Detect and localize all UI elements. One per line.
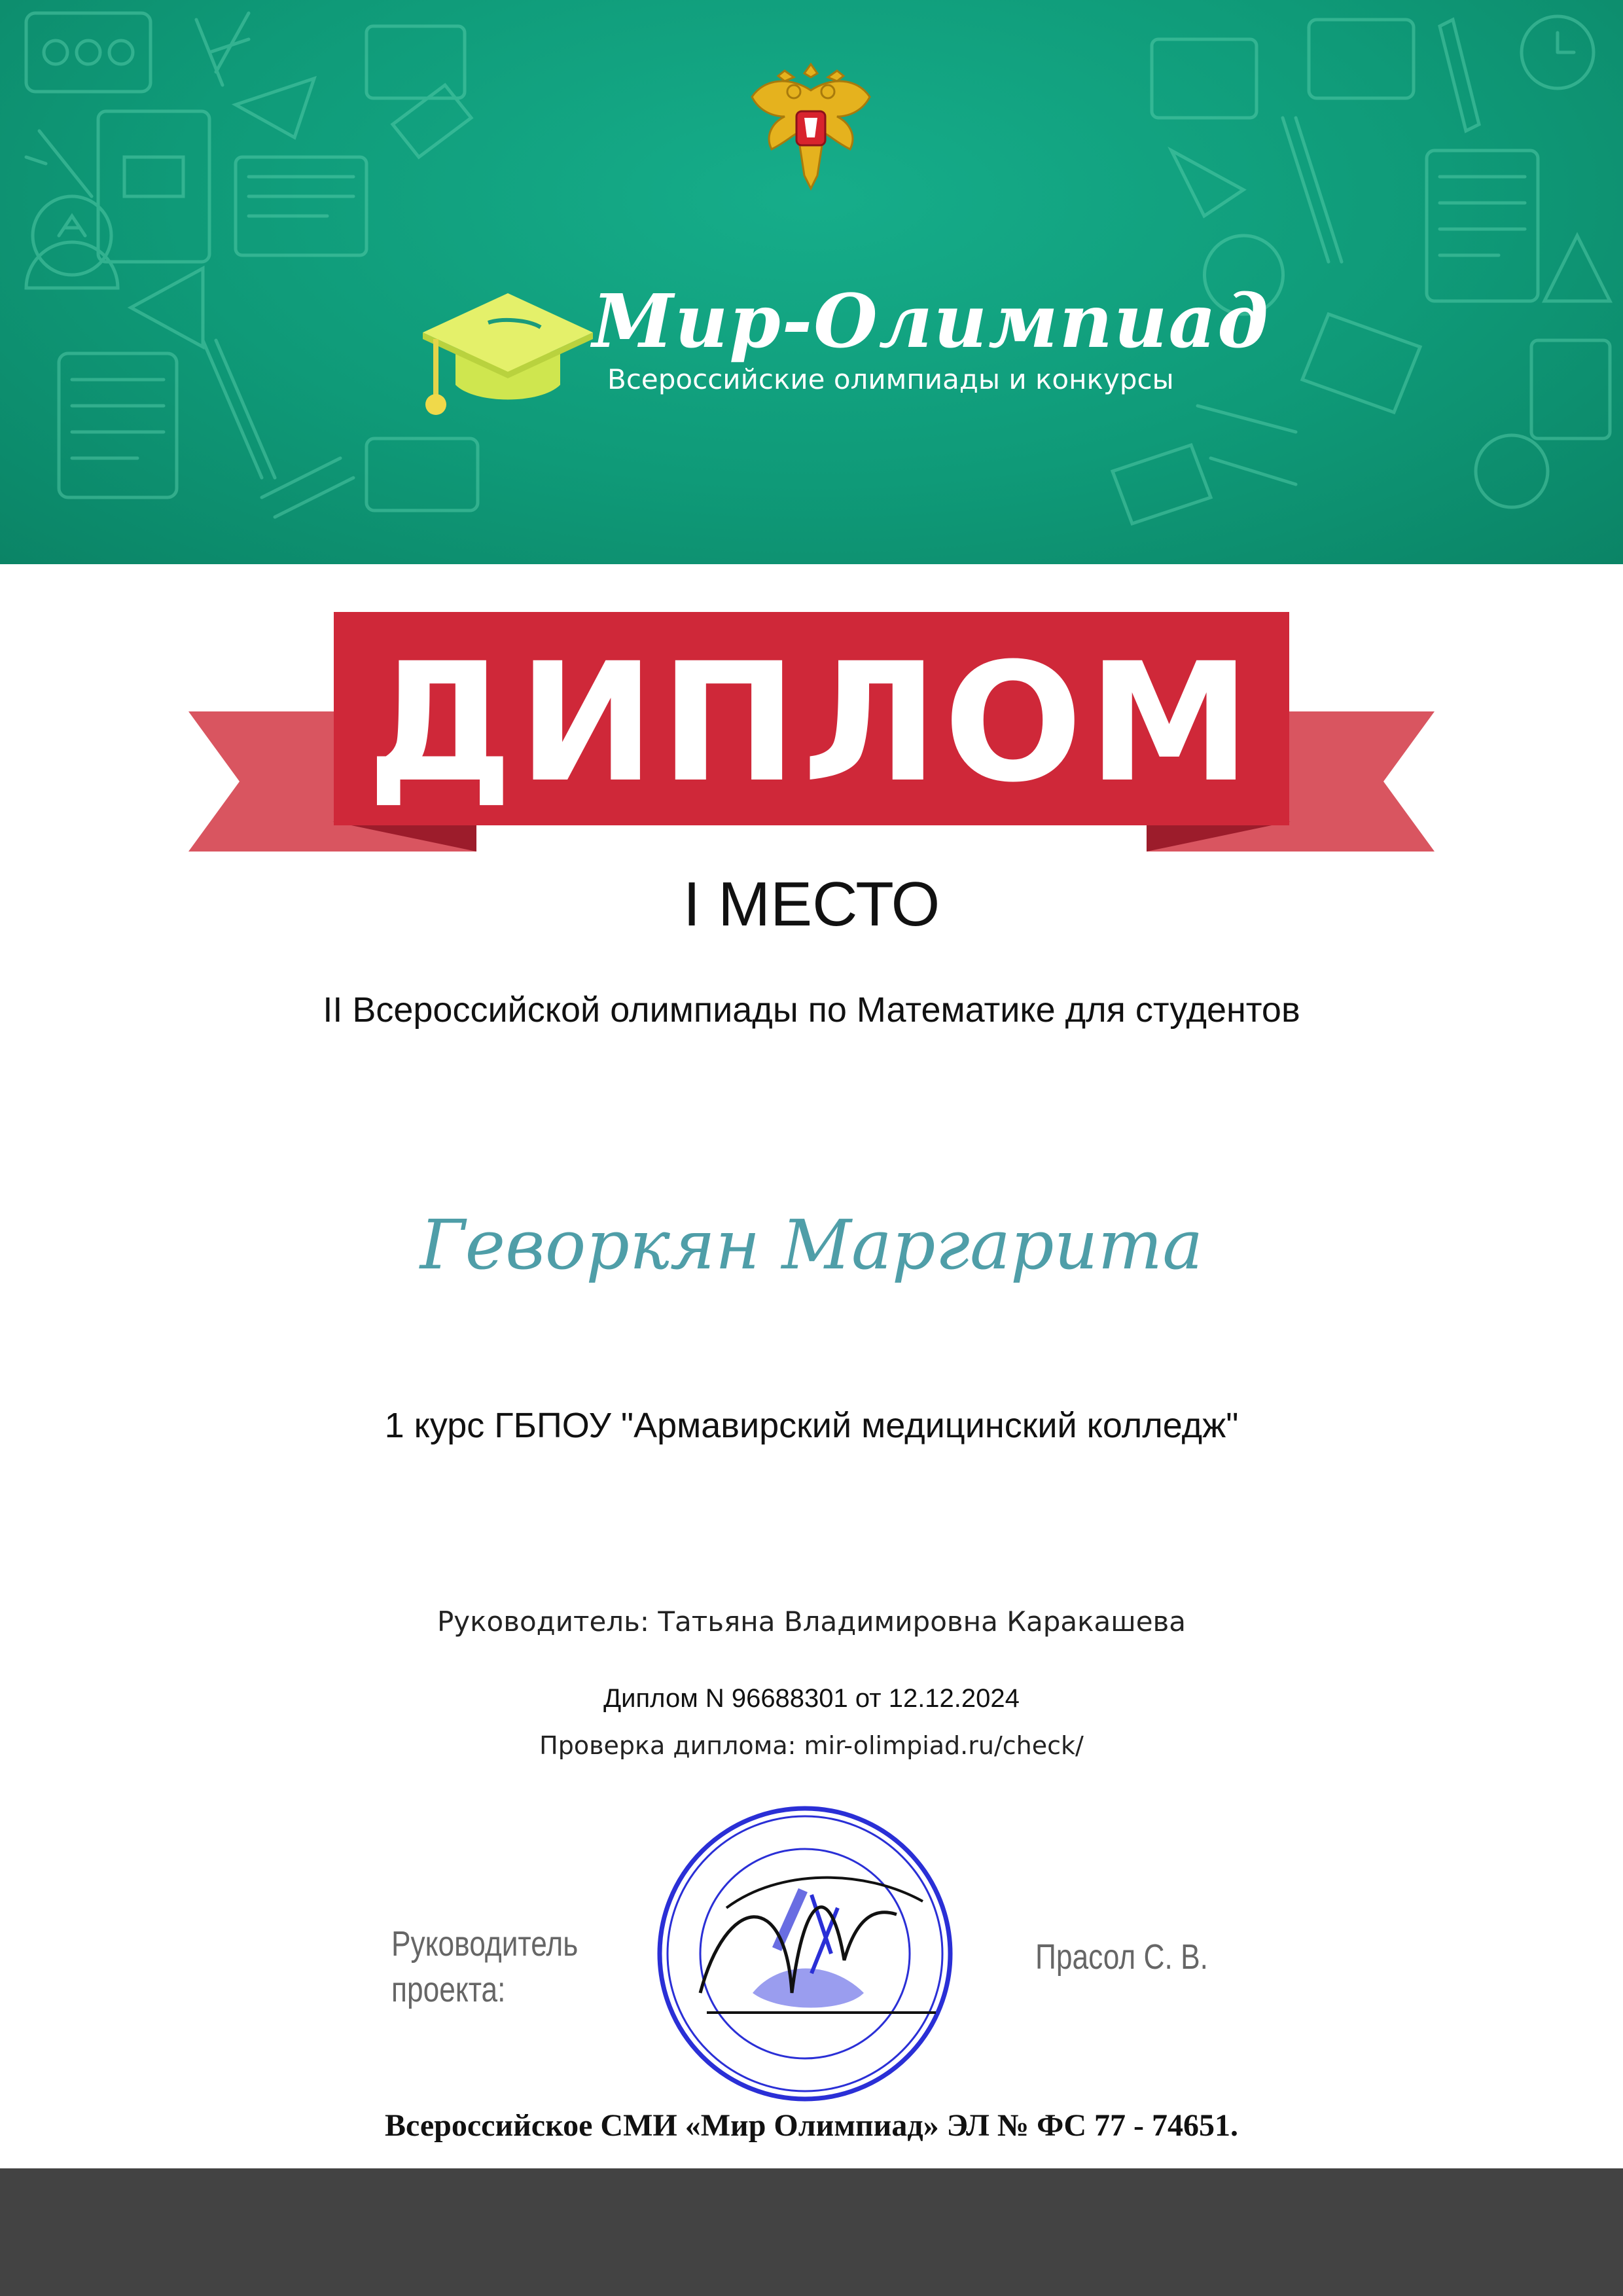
footer-bar [0,2168,1623,2296]
brand-title: Мир-Олимпиад [592,279,1270,365]
supervisor-line: Руководитель: Татьяна Владимировна Каракашева [437,1605,1186,1638]
institution-line: 1 курс ГБПОУ "Армавирский медицинский колледж" [384,1406,1239,1445]
graduation-cap-icon [416,274,599,424]
round-seal-icon [648,1797,962,2111]
signature-label: Руководитель проекта: [391,1924,579,2009]
signer-name: Прасол С. В. [1035,1937,1208,1977]
student-name: Геворкян Маргарита [419,1205,1204,1285]
place-title: I МЕСТО [683,869,940,939]
brand-subtitle: Всероссийские олимпиады и конкурсы [607,363,1174,395]
diploma-number: Диплом N 96688301 от 12.12.2024 [603,1684,1020,1713]
diploma-heading: ДИПЛОМ [366,628,1257,818]
russian-coat-of-arms-icon [745,51,876,195]
header-banner [0,0,1623,564]
olympiad-title: II Всероссийской олимпиады по Математике для студентов [323,990,1300,1030]
check-line: Проверка диплома: mir-olimpiad.ru/check/ [539,1731,1084,1760]
media-registration: Всероссийское СМИ «Мир Олимпиад» ЭЛ № ФС 77 - 74651. [384,2108,1239,2143]
